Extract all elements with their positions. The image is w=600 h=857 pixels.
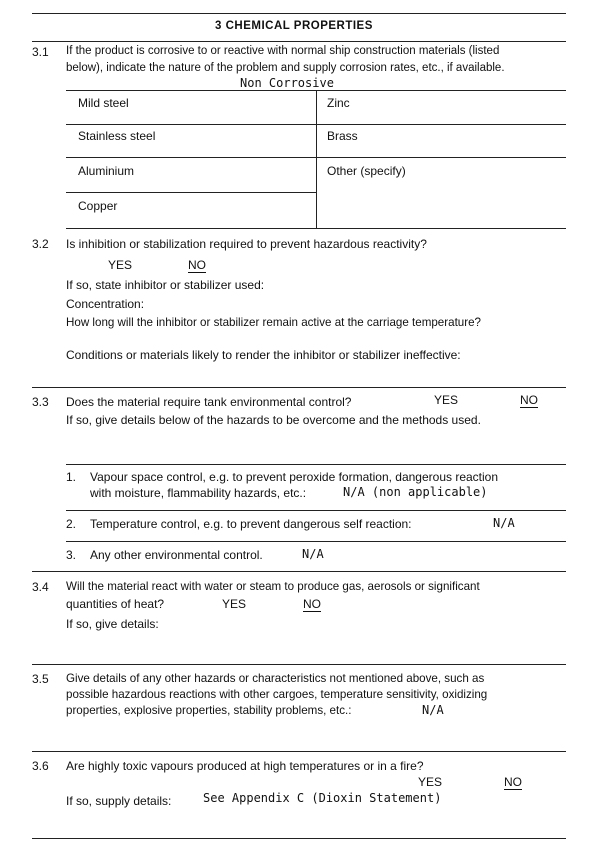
question-number-3-2: 3.2 (32, 237, 49, 251)
question-3-6-details-label: If so, supply details: (66, 794, 172, 808)
question-3-4-details: If so, give details: (66, 617, 159, 631)
option-yes-3-2[interactable]: YES (108, 258, 133, 272)
option-yes-3-6[interactable]: YES (418, 775, 443, 789)
inhibitor-used-label: If so, state inhibitor or stabilizer used: (66, 278, 265, 292)
rule-after-3-4 (32, 664, 566, 665)
rule-item-2 (66, 541, 566, 542)
corrosion-answer[interactable]: Non Corrosive (240, 76, 334, 90)
rule-3-3-details (66, 464, 566, 465)
option-yes-3-4[interactable]: YES (222, 597, 247, 611)
question-3-5-answer[interactable]: N/A (422, 703, 444, 717)
item-3-number: 3. (66, 548, 77, 562)
item-2-text: Temperature control, e.g. to prevent dangerous self reaction: (90, 517, 412, 531)
option-no-3-2[interactable]: NO (188, 258, 206, 272)
question-3-4-line1: Will the material react with water or steam to produce gas, aerosols or significant (66, 580, 480, 593)
inhibitor-conditions-label: Conditions or materials likely to render the inhibitor or stabilizer ineffective: (66, 348, 461, 362)
section-title: 3 CHEMICAL PROPERTIES (215, 20, 373, 32)
material-zinc: Zinc (327, 96, 350, 110)
option-yes-3-3[interactable]: YES (434, 393, 459, 407)
material-copper: Copper (78, 199, 118, 213)
option-no-3-4[interactable]: NO (303, 597, 321, 611)
question-3-6: Are highly toxic vapours produced at high temperatures or in a fire? (66, 759, 424, 773)
question-3-6-answer[interactable]: See Appendix C (Dioxin Statement) (203, 791, 442, 805)
question-number-3-3: 3.3 (32, 395, 49, 409)
option-no-3-6[interactable]: NO (504, 775, 522, 789)
inhibitor-duration-label: How long will the inhibitor or stabilizer remain active at the carriage temperature? (66, 316, 481, 329)
rule-item-1 (66, 510, 566, 511)
question-number-3-1: 3.1 (32, 45, 49, 59)
rule-after-3-3 (32, 571, 566, 572)
material-stainless-steel: Stainless steel (78, 129, 156, 143)
question-3-5-line2: possible hazardous reactions with other cargoes, temperature sensitivity, oxidizing (66, 688, 488, 701)
item-1-line2: with moisture, flammability hazards, etc.: (90, 486, 307, 500)
item-1-line1: Vapour space control, e.g. to prevent peroxide formation, dangerous reaction (90, 470, 499, 484)
item-2-number: 2. (66, 517, 77, 531)
title-rule (32, 41, 566, 42)
bottom-rule (32, 838, 566, 839)
question-3-2: Is inhibition or stabilization required to prevent hazardous reactivity? (66, 237, 427, 251)
question-number-3-5: 3.5 (32, 672, 49, 686)
question-3-4-line2: quantities of heat? (66, 597, 165, 611)
question-3-5-line3: properties, explosive properties, stability problems, etc.: (66, 704, 352, 717)
question-3-3: Does the material require tank environmental control? (66, 395, 352, 409)
concentration-label: Concentration: (66, 297, 145, 311)
materials-table-bottom (66, 228, 566, 229)
top-rule (32, 13, 566, 14)
materials-row-rule-1 (66, 124, 566, 125)
question-3-1-line2: below), indicate the nature of the problem and supply corrosion rates, etc., if available. (66, 62, 505, 74)
material-other: Other (specify) (327, 164, 406, 178)
materials-row-rule-3 (66, 192, 316, 193)
item-1-answer[interactable]: N/A (non applicable) (343, 485, 488, 499)
item-1-number: 1. (66, 470, 77, 484)
materials-table-divider (316, 90, 317, 228)
question-number-3-6: 3.6 (32, 759, 49, 773)
option-no-3-3[interactable]: NO (520, 393, 538, 407)
item-3-answer[interactable]: N/A (302, 547, 324, 561)
material-brass: Brass (327, 129, 358, 143)
item-2-answer[interactable]: N/A (493, 516, 515, 530)
rule-after-3-2 (32, 387, 566, 388)
question-3-1-line1: If the product is corrosive to or reactive with normal ship construction materials (listed (66, 45, 500, 57)
question-number-3-4: 3.4 (32, 580, 49, 594)
rule-after-3-5 (32, 751, 566, 752)
material-aluminium: Aluminium (78, 164, 135, 178)
material-mild-steel: Mild steel (78, 96, 129, 110)
question-3-5-line1: Give details of any other hazards or characteristics not mentioned above, such as (66, 672, 485, 685)
question-3-3-details: If so, give details below of the hazards to be overcome and the methods used. (66, 413, 481, 427)
materials-row-rule-2 (66, 157, 566, 158)
item-3-text: Any other environmental control. (90, 548, 263, 562)
